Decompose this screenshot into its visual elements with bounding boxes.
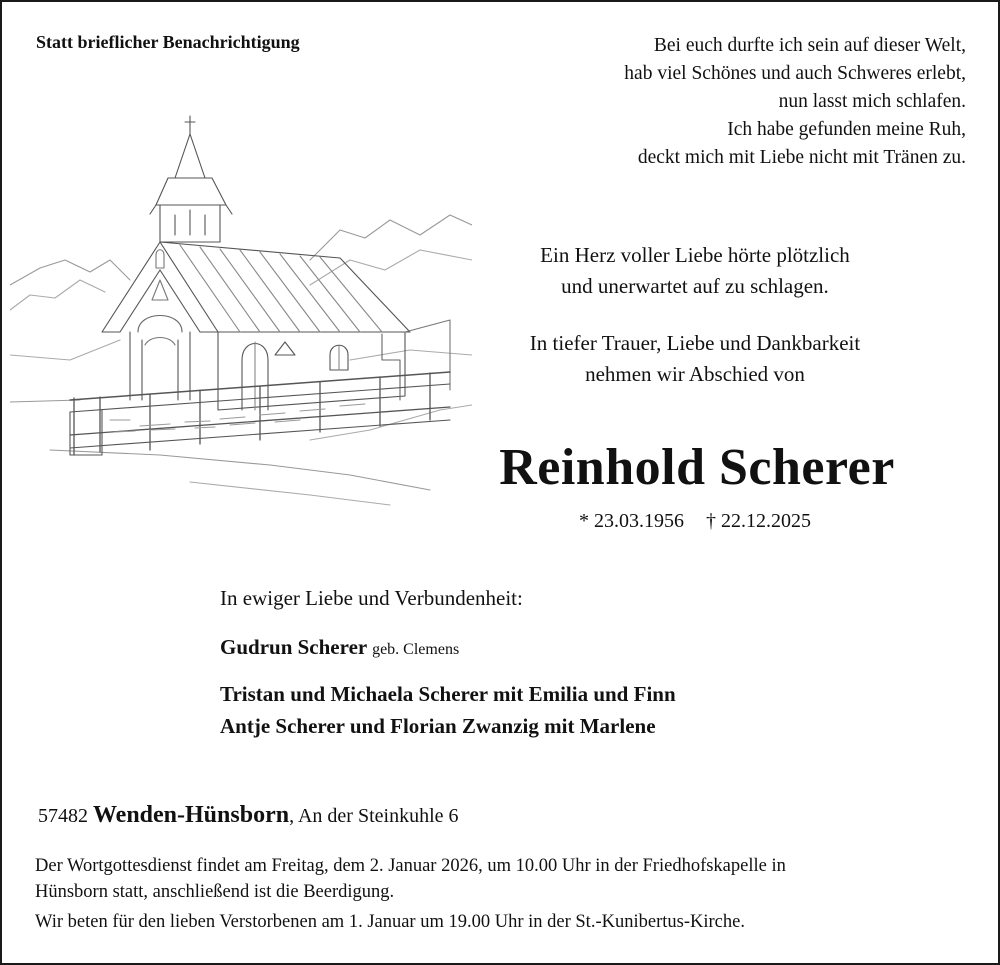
life-dates xyxy=(470,510,920,533)
poem xyxy=(624,32,966,172)
death-date: † 22.12.2025 xyxy=(706,510,811,532)
header-notice: Statt brieflicher Benachrichtigung xyxy=(36,32,300,52)
spouse-name: Gudrun Scherer xyxy=(220,635,367,659)
poem-line: hab viel Schönes und auch Schweres erlebt, xyxy=(624,63,966,84)
poem-line: Ich habe gefunden meine Ruh, xyxy=(727,119,966,140)
family-line: Tristan und Michaela Scherer mit Emilia und Finn xyxy=(220,682,676,706)
spouse-maiden-name: geb. Clemens xyxy=(372,641,460,658)
address xyxy=(38,802,459,829)
family-line: Antje Scherer und Florian Zwanzig mit Marlene xyxy=(220,714,656,738)
service-info xyxy=(35,853,975,905)
prayer-info: Wir beten für den lieben Verstorbenen am 1. Januar um 19.00 Uhr in der St.-Kunibertus-Kirche. xyxy=(35,912,745,932)
city: Wenden-Hünsborn xyxy=(93,802,290,828)
chapel-drawing-icon xyxy=(10,110,472,508)
zip-code: 57482 xyxy=(38,805,88,827)
mourning-line: nehmen wir Abschied von xyxy=(585,362,805,386)
intro-line: und unerwartet auf zu schlagen. xyxy=(561,274,829,298)
intro-text xyxy=(470,240,920,302)
spouse xyxy=(220,635,459,660)
poem-line: nun lasst mich schlafen. xyxy=(778,91,966,112)
poem-line: deckt mich mit Liebe nicht mit Tränen zu. xyxy=(637,147,966,168)
service-line: Hünsborn statt, anschließend ist die Beerdigung. xyxy=(35,882,395,902)
service-line: Der Wortgottesdienst findet am Freitag, dem 2. Januar 2026, um 10.00 Uhr in der Friedhofskapelle in xyxy=(35,856,786,876)
family-intro: In ewiger Liebe und Verbundenheit: xyxy=(220,586,523,610)
poem-line: Bei euch durfte ich sein auf dieser Welt, xyxy=(653,35,966,56)
mourning-text xyxy=(470,328,920,390)
mourning-line: In tiefer Trauer, Liebe und Dankbarkeit xyxy=(529,331,861,355)
deceased-name: Reinhold Scherer xyxy=(499,439,895,496)
intro-line: Ein Herz voller Liebe hörte plötzlich xyxy=(540,243,850,267)
birth-date: * 23.03.1956 xyxy=(579,510,684,532)
street: , An der Steinkuhle 6 xyxy=(289,805,459,827)
